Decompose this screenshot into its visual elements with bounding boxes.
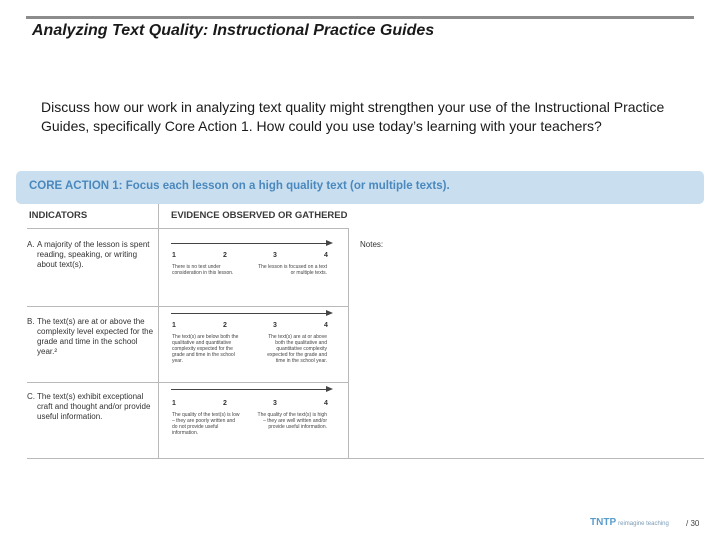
tntp-logo [590,517,669,528]
rating-1: 1 [172,400,176,407]
rating-4: 4 [324,322,328,329]
indicators-table [27,204,704,460]
indicator-b [27,317,155,357]
notes-label: Notes: [360,240,384,249]
rating-4: 4 [324,400,328,407]
grid-line [158,204,159,458]
rating-1: 1 [172,322,176,329]
evidence-header: EVIDENCE OBSERVED OR GATHERED [171,210,348,221]
rating-scale-numbers [171,400,331,410]
rating-3: 3 [273,252,277,259]
rating-4: 4 [324,252,328,259]
grid-line [348,228,349,458]
slide-title: Analyzing Text Quality: Instructional Practice Guides [32,22,435,39]
rating-high-description: The quality of the text(s) is high – they are well written and/or provide useful information. [257,412,327,430]
top-rule [26,16,694,19]
indicator-text: The text(s) are at or above the complexity level expected for the grade and time in the school year.² [37,317,154,356]
rating-scale-numbers [171,322,331,332]
indicator-letter: C. [27,392,35,401]
grid-line [27,228,349,229]
rating-high-description: The text(s) are at or above both the qualitative and quantitative complexity expected for the grade and time in the school year. [267,334,327,364]
rating-low-description: The text(s) are below both the qualitative and quantitative complexity expected for the grade and time in the school year. [172,334,239,364]
rating-high-description: The lesson is focused on a text or multiple texts. [258,264,327,276]
indicator-c [27,392,155,422]
rating-1: 1 [172,252,176,259]
indicator-a [27,240,155,270]
indicator-letter: B. [27,317,35,326]
indicator-letter: A. [27,240,35,249]
indicator-text: A majority of the lesson is spent reading, speaking, or writing about text(s). [37,240,150,269]
core-action-title: CORE ACTION 1: Focus each lesson on a high quality text (or multiple texts). [29,180,450,192]
rating-scale-arrow [171,240,333,250]
rating-2: 2 [223,252,227,259]
rating-low-description: There is no text under consideration in this lesson. [172,264,234,276]
rating-3: 3 [273,400,277,407]
logo-text: TNTP [590,517,617,528]
rating-2: 2 [223,400,227,407]
grid-line [27,382,349,383]
rating-low-description: The quality of the text(s) is low – they are poorly written and do not provide useful information. [172,412,240,436]
rating-scale-arrow [171,310,333,320]
rating-3: 3 [273,322,277,329]
grid-line [27,306,349,307]
indicator-text: The text(s) exhibit exceptional craft and thought and/or provide useful information. [37,392,151,421]
logo-tagline: reimagine teaching [618,521,669,527]
core-action-banner [16,171,704,204]
discussion-prompt: Discuss how our work in analyzing text quality might strengthen your use of the Instructional Practice Guides, specifically Core Action 1. How could you use today’s learning with your teachers? [41,99,665,134]
rating-2: 2 [223,322,227,329]
rating-scale-numbers [171,252,331,262]
page-number: / 30 [686,519,700,528]
grid-line [27,458,704,459]
indicators-header: INDICATORS [29,210,88,221]
rating-scale-arrow [171,386,333,396]
